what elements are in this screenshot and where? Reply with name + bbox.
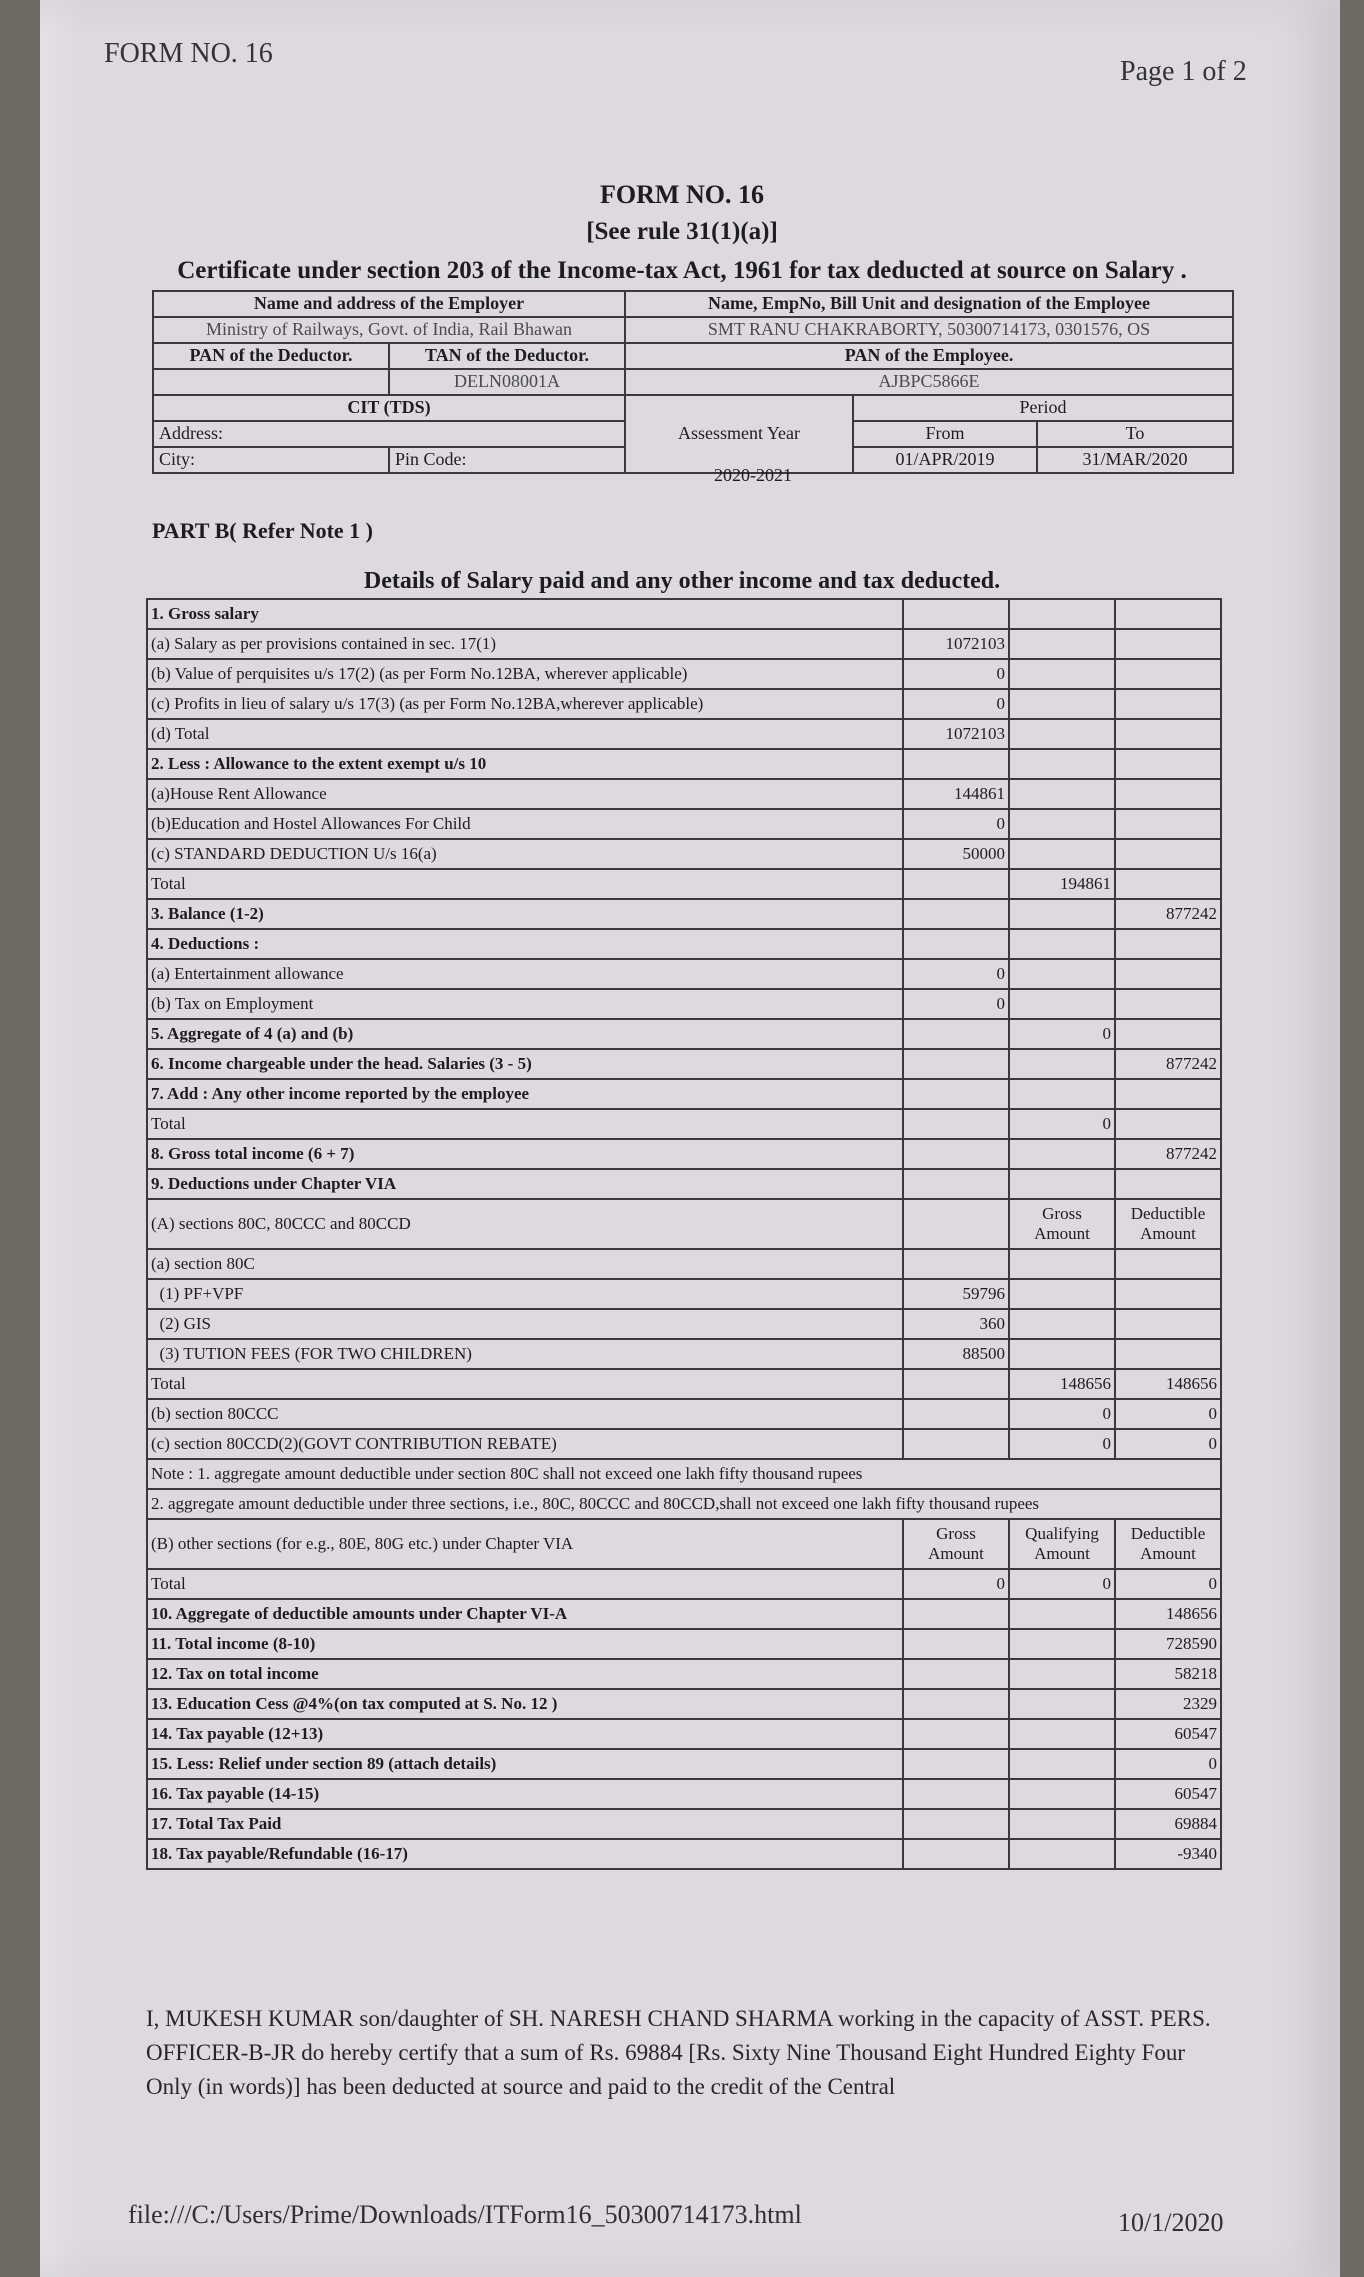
- tax-row-value: 60547: [1115, 1719, 1221, 1749]
- salary-row-c2: [1009, 719, 1115, 749]
- salary-row-c1: [903, 1109, 1009, 1139]
- via-a-row-label: (c) section 80CCD(2)(GOVT CONTRIBUTION REBATE): [147, 1429, 903, 1459]
- salary-details-table: [146, 598, 1222, 1870]
- salary-row-c2: [1009, 599, 1115, 629]
- salary-row-c2: [1009, 1079, 1115, 1109]
- tax-row: [147, 1809, 1221, 1839]
- tax-row-empty-2: [1009, 1599, 1115, 1629]
- salary-row-c2: [1009, 959, 1115, 989]
- tax-row-label: 11. Total income (8-10): [147, 1629, 903, 1659]
- salary-row-c3: [1115, 659, 1221, 689]
- via-a-row-c3: [1115, 1339, 1221, 1369]
- salary-row-c1: 0: [903, 659, 1009, 689]
- salary-row-c3: [1115, 1169, 1221, 1199]
- salary-row-c3: [1115, 959, 1221, 989]
- tax-row-value: 60547: [1115, 1779, 1221, 1809]
- salary-row: [147, 599, 1221, 629]
- via-a-row-c1: [903, 1369, 1009, 1399]
- salary-row-label: (d) Total: [147, 719, 903, 749]
- salary-row-c1: 144861: [903, 779, 1009, 809]
- salary-row-label: (b) Value of perquisites u/s 17(2) (as per Form No.12BA, wherever applicable): [147, 659, 903, 689]
- tax-row-label: 18. Tax payable/Refundable (16-17): [147, 1839, 903, 1869]
- salary-row-c1: 1072103: [903, 629, 1009, 659]
- salary-row-c1: [903, 749, 1009, 779]
- city-label: City:: [153, 447, 389, 473]
- salary-row: [147, 779, 1221, 809]
- salary-row-c3: 877242: [1115, 1139, 1221, 1169]
- salary-row: [147, 959, 1221, 989]
- form-title: FORM NO. 16: [600, 180, 764, 209]
- tax-row-empty-1: [903, 1779, 1009, 1809]
- salary-row: [147, 1079, 1221, 1109]
- tax-row-empty-1: [903, 1689, 1009, 1719]
- salary-row: [147, 689, 1221, 719]
- certification-text: I, MUKESH KUMAR son/daughter of SH. NARESH CHAND SHARMA working in the capacity of ASST. PERS. OFFICER-B-JR do hereby certify that a sum of Rs. 69884 [Rs. Sixty Nine Thousand Eight Hundred Eighty Four Only (in words)] has been deducted at source and paid to the credit of the Central: [146, 2006, 1211, 2099]
- pan-deductor-value: [153, 369, 389, 395]
- via-a-row-c3: 148656: [1115, 1369, 1221, 1399]
- period-label: Period: [853, 395, 1233, 421]
- from-value: 01/APR/2019: [853, 447, 1037, 473]
- tax-row-empty-1: [903, 1659, 1009, 1689]
- salary-row-c2: 194861: [1009, 869, 1115, 899]
- via-a-row-c3: [1115, 1279, 1221, 1309]
- salary-row-label: 6. Income chargeable under the head. Salaries (3 - 5): [147, 1049, 903, 1079]
- salary-row-label: (a) Entertainment allowance: [147, 959, 903, 989]
- salary-row-label: Total: [147, 869, 903, 899]
- salary-row-c1: [903, 1139, 1009, 1169]
- tax-row-empty-2: [1009, 1779, 1115, 1809]
- salary-row-c1: 0: [903, 809, 1009, 839]
- via-a-row-c2: 0: [1009, 1429, 1115, 1459]
- salary-row-c2: [1009, 1049, 1115, 1079]
- tax-row: [147, 1779, 1221, 1809]
- cit-label: CIT (TDS): [153, 395, 625, 421]
- tax-row-label: 15. Less: Relief under section 89 (attach details): [147, 1749, 903, 1779]
- via-a-row-c2: [1009, 1249, 1115, 1279]
- salary-row-c2: [1009, 809, 1115, 839]
- salary-row: [147, 929, 1221, 959]
- tax-row: [147, 1689, 1221, 1719]
- via-a-row-c1: 88500: [903, 1339, 1009, 1369]
- tax-row: [147, 1659, 1221, 1689]
- via-a-row-label: (a) section 80C: [147, 1249, 903, 1279]
- salary-row-c1: 1072103: [903, 719, 1009, 749]
- tax-row-empty-2: [1009, 1689, 1115, 1719]
- via-b-total-qualifying: 0: [1009, 1569, 1115, 1599]
- salary-row-c2: [1009, 989, 1115, 1019]
- salary-row-c3: [1115, 809, 1221, 839]
- via-a-row-c2: [1009, 1279, 1115, 1309]
- salary-row-c1: [903, 1019, 1009, 1049]
- salary-row-c1: 50000: [903, 839, 1009, 869]
- salary-row-label: 1. Gross salary: [147, 599, 903, 629]
- via-b-label: (B) other sections (for e.g., 80E, 80G etc.) under Chapter VIA: [147, 1519, 903, 1569]
- salary-row-c3: [1115, 779, 1221, 809]
- tax-row-label: 10. Aggregate of deductible amounts under Chapter VI-A: [147, 1599, 903, 1629]
- tax-row-empty-1: [903, 1749, 1009, 1779]
- tax-row-label: 13. Education Cess @4%(on tax computed at S. No. 12 ): [147, 1689, 903, 1719]
- salary-row-c2: 0: [1009, 1019, 1115, 1049]
- via-a-row: [147, 1279, 1221, 1309]
- tax-row: [147, 1749, 1221, 1779]
- note-1: Note : 1. aggregate amount deductible under section 80C shall not exceed one lakh fifty thousand rupees: [147, 1459, 1221, 1489]
- tax-row: [147, 1599, 1221, 1629]
- via-a-row: [147, 1249, 1221, 1279]
- tax-row-empty-2: [1009, 1659, 1115, 1689]
- salary-row-c1: 0: [903, 989, 1009, 1019]
- tax-row: [147, 1719, 1221, 1749]
- tax-row: [147, 1629, 1221, 1659]
- via-a-row: [147, 1339, 1221, 1369]
- salary-row-label: (b) Tax on Employment: [147, 989, 903, 1019]
- salary-row-c3: [1115, 989, 1221, 1019]
- tax-row-value: 58218: [1115, 1659, 1221, 1689]
- tax-row-label: 17. Total Tax Paid: [147, 1809, 903, 1839]
- salary-row-label: 4. Deductions :: [147, 929, 903, 959]
- salary-row-c3: [1115, 599, 1221, 629]
- tax-row-empty-1: [903, 1599, 1009, 1629]
- via-a-row-c3: 0: [1115, 1399, 1221, 1429]
- tax-row-value: 728590: [1115, 1629, 1221, 1659]
- rule-reference: [See rule 31(1)(a)]: [586, 218, 778, 245]
- salary-row-label: (a)House Rent Allowance: [147, 779, 903, 809]
- salary-row-c1: [903, 869, 1009, 899]
- salary-row-c3: [1115, 689, 1221, 719]
- salary-row-c3: [1115, 629, 1221, 659]
- salary-row: [147, 989, 1221, 1019]
- salary-row-c2: [1009, 839, 1115, 869]
- to-value: 31/MAR/2020: [1037, 447, 1233, 473]
- pin-label: Pin Code:: [389, 447, 625, 473]
- tax-row-empty-2: [1009, 1809, 1115, 1839]
- via-a-label: (A) sections 80C, 80CCC and 80CCD: [147, 1199, 903, 1249]
- via-a-row: [147, 1399, 1221, 1429]
- salary-row-c1: [903, 599, 1009, 629]
- employee-name: SMT RANU CHAKRABORTY, 50300714173, 0301576, OS: [625, 317, 1233, 343]
- tax-row-empty-2: [1009, 1629, 1115, 1659]
- salary-row-c3: [1115, 719, 1221, 749]
- via-a-row-c3: [1115, 1249, 1221, 1279]
- via-a-row-c2: [1009, 1339, 1115, 1369]
- via-a-gross-head: Gross Amount: [1009, 1199, 1115, 1249]
- salary-row-c1: [903, 1079, 1009, 1109]
- page-number: Page 1 of 2: [1120, 56, 1247, 87]
- details-title: Details of Salary paid and any other income and tax deducted.: [363, 568, 1001, 594]
- employer-name: Ministry of Railways, Govt. of India, Rail Bhawan: [153, 317, 625, 343]
- salary-row-label: 3. Balance (1-2): [147, 899, 903, 929]
- salary-row-c2: 0: [1009, 1109, 1115, 1139]
- via-b-total-label: Total: [147, 1569, 903, 1599]
- salary-row: [147, 1019, 1221, 1049]
- salary-row-c1: [903, 1169, 1009, 1199]
- tax-row-empty-2: [1009, 1749, 1115, 1779]
- footer-file-path: file:///C:/Users/Prime/Downloads/ITForm16_50300714173.html: [128, 2200, 802, 2229]
- tax-row-value: 0: [1115, 1749, 1221, 1779]
- tax-row-label: 12. Tax on total income: [147, 1659, 903, 1689]
- tax-row-value: 2329: [1115, 1689, 1221, 1719]
- salary-row-c2: [1009, 689, 1115, 719]
- footer-date: 10/1/2020: [1118, 2208, 1224, 2237]
- tax-row-empty-1: [903, 1809, 1009, 1839]
- form-label: FORM NO. 16: [104, 38, 273, 69]
- salary-row-c3: [1115, 839, 1221, 869]
- salary-row-c3: [1115, 1109, 1221, 1139]
- salary-row: [147, 659, 1221, 689]
- salary-row: [147, 719, 1221, 749]
- salary-row-c3: 877242: [1115, 1049, 1221, 1079]
- salary-row: [147, 1049, 1221, 1079]
- via-a-row-c3: [1115, 1309, 1221, 1339]
- via-b-total-deductible: 0: [1115, 1569, 1221, 1599]
- salary-row-label: (c) Profits in lieu of salary u/s 17(3) (as per Form No.12BA,wherever applicable): [147, 689, 903, 719]
- certificate-title: Certificate under section 203 of the Income-tax Act, 1961 for tax deducted at source on Salary .: [177, 257, 1187, 284]
- tax-row-empty-1: [903, 1839, 1009, 1869]
- tax-row-value: 148656: [1115, 1599, 1221, 1629]
- salary-row-label: Total: [147, 1109, 903, 1139]
- via-a-empty: [903, 1199, 1009, 1249]
- via-a-row-label: (3) TUTION FEES (FOR TWO CHILDREN): [147, 1339, 903, 1369]
- tax-row-value: -9340: [1115, 1839, 1221, 1869]
- tax-row-value: 69884: [1115, 1809, 1221, 1839]
- tax-row-empty-1: [903, 1719, 1009, 1749]
- salary-row-label: (b)Education and Hostel Allowances For Child: [147, 809, 903, 839]
- via-a-row-c2: [1009, 1309, 1115, 1339]
- tan-value: DELN08001A: [389, 369, 625, 395]
- salary-row-c1: [903, 929, 1009, 959]
- salary-row-c2: [1009, 929, 1115, 959]
- from-label: From: [853, 421, 1037, 447]
- tan-deductor-label: TAN of the Deductor.: [389, 343, 625, 369]
- employer-employee-table: [152, 290, 1234, 474]
- assessment-year-label: Assessment Year: [625, 395, 853, 473]
- salary-row-label: (a) Salary as per provisions contained in sec. 17(1): [147, 629, 903, 659]
- via-a-row-label: (2) GIS: [147, 1309, 903, 1339]
- pan-deductor-label: PAN of the Deductor.: [153, 343, 389, 369]
- via-b-deductible-head: Deductible Amount: [1115, 1519, 1221, 1569]
- salary-row-c3: [1115, 749, 1221, 779]
- salary-row: [147, 839, 1221, 869]
- salary-row: [147, 1139, 1221, 1169]
- via-a-row-label: (b) section 80CCC: [147, 1399, 903, 1429]
- salary-row-c3: 877242: [1115, 899, 1221, 929]
- tax-row-empty-2: [1009, 1839, 1115, 1869]
- salary-row-label: (c) STANDARD DEDUCTION U/s 16(a): [147, 839, 903, 869]
- via-a-row-c1: 59796: [903, 1279, 1009, 1309]
- via-b-total-gross: 0: [903, 1569, 1009, 1599]
- via-a-row-label: Total: [147, 1369, 903, 1399]
- tax-row-empty-1: [903, 1629, 1009, 1659]
- salary-row: [147, 899, 1221, 929]
- part-b-heading: PART B( Refer Note 1 ): [152, 518, 373, 543]
- via-a-row-c3: 0: [1115, 1429, 1221, 1459]
- salary-row: [147, 1169, 1221, 1199]
- via-a-row-label: (1) PF+VPF: [147, 1279, 903, 1309]
- salary-row-c1: 0: [903, 959, 1009, 989]
- salary-row: [147, 869, 1221, 899]
- via-b-gross-head: Gross Amount: [903, 1519, 1009, 1569]
- via-a-row-c1: [903, 1429, 1009, 1459]
- salary-row-c3: [1115, 1079, 1221, 1109]
- via-a-row: [147, 1429, 1221, 1459]
- salary-row-label: 9. Deductions under Chapter VIA: [147, 1169, 903, 1199]
- salary-row-label: 7. Add : Any other income reported by the employee: [147, 1079, 903, 1109]
- tax-row: [147, 1839, 1221, 1869]
- via-a-row-c2: 148656: [1009, 1369, 1115, 1399]
- salary-row-label: 2. Less : Allowance to the extent exempt u/s 10: [147, 749, 903, 779]
- salary-row-c2: [1009, 779, 1115, 809]
- salary-row-c1: [903, 899, 1009, 929]
- pan-employee-label: PAN of the Employee.: [625, 343, 1233, 369]
- salary-row-c3: [1115, 929, 1221, 959]
- address-label: Address:: [153, 421, 625, 447]
- tax-row-label: 14. Tax payable (12+13): [147, 1719, 903, 1749]
- tax-row-label: 16. Tax payable (14-15): [147, 1779, 903, 1809]
- salary-row-c2: [1009, 629, 1115, 659]
- salary-row-c3: [1115, 869, 1221, 899]
- tax-row-empty-2: [1009, 1719, 1115, 1749]
- via-a-row-c1: [903, 1399, 1009, 1429]
- salary-row-c2: [1009, 1169, 1115, 1199]
- salary-row-c2: [1009, 659, 1115, 689]
- via-a-row: [147, 1369, 1221, 1399]
- employer-head: Name and address of the Employer: [153, 291, 625, 317]
- via-a-deductible-head: Deductible Amount: [1115, 1199, 1221, 1249]
- via-a-row: [147, 1309, 1221, 1339]
- note-2: 2. aggregate amount deductible under three sections, i.e., 80C, 80CCC and 80CCD,shall not exceed one lakh fifty thousand rupees: [147, 1489, 1221, 1519]
- salary-row: [147, 809, 1221, 839]
- via-b-qualifying-head: Qualifying Amount: [1009, 1519, 1115, 1569]
- salary-row-c1: [903, 1049, 1009, 1079]
- salary-row-label: 8. Gross total income (6 + 7): [147, 1139, 903, 1169]
- via-a-row-c1: [903, 1249, 1009, 1279]
- salary-row-c2: [1009, 1139, 1115, 1169]
- via-a-row-c2: 0: [1009, 1399, 1115, 1429]
- pan-employee-value: AJBPC5866E: [625, 369, 1233, 395]
- to-label: To: [1037, 421, 1233, 447]
- salary-row-label: 5. Aggregate of 4 (a) and (b): [147, 1019, 903, 1049]
- salary-row: [147, 749, 1221, 779]
- salary-row: [147, 629, 1221, 659]
- employee-head: Name, EmpNo, Bill Unit and designation of the Employee: [625, 291, 1233, 317]
- salary-row-c2: [1009, 749, 1115, 779]
- salary-row: [147, 1109, 1221, 1139]
- salary-row-c3: [1115, 1019, 1221, 1049]
- via-a-row-c1: 360: [903, 1309, 1009, 1339]
- salary-row-c2: [1009, 899, 1115, 929]
- assessment-year-value: 2020-2021: [714, 465, 792, 485]
- salary-row-c1: 0: [903, 689, 1009, 719]
